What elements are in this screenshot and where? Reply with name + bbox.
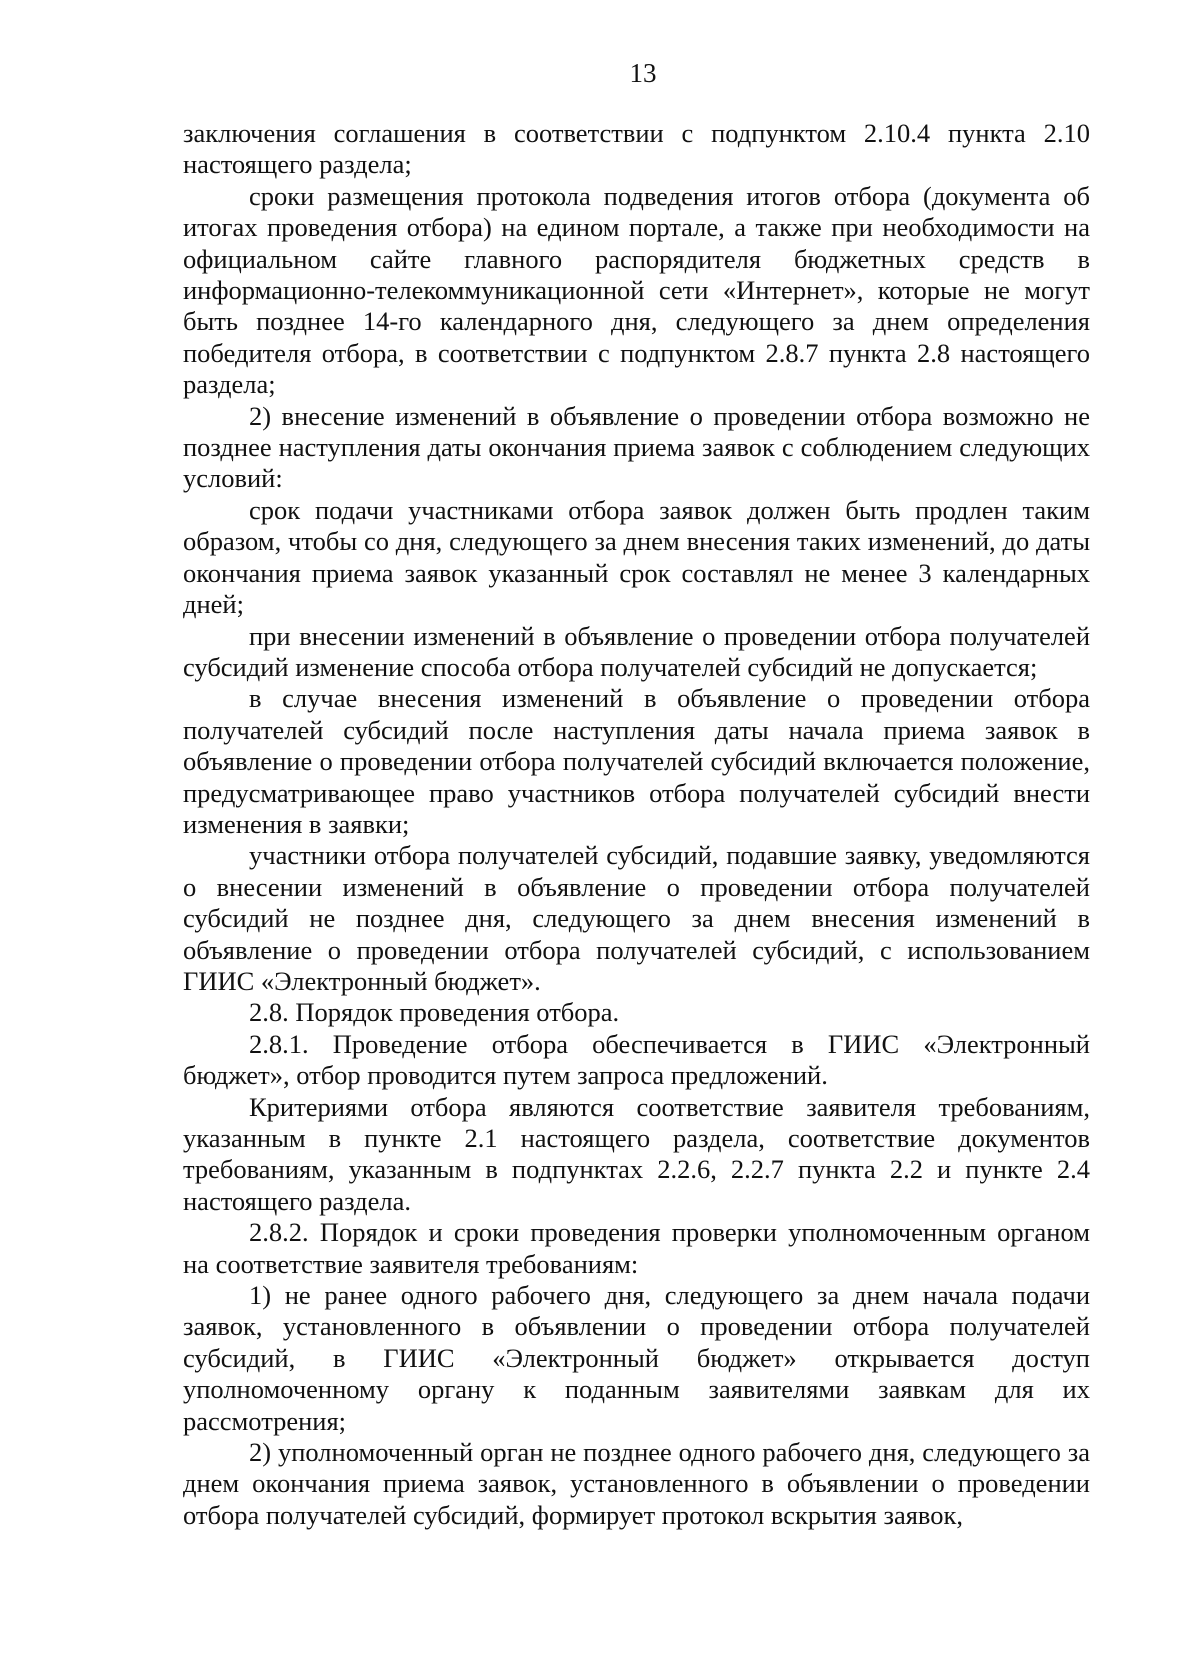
paragraph-method-change: при внесении изменений в объявление о проведении отбора получателей субсидий изменение способа отбора получателей субсидий не допускается; xyxy=(183,620,1090,682)
document-body xyxy=(183,118,1090,1531)
paragraph-opening-protocol: 2) уполномоченный орган не позднее одного рабочего дня, следующего за днем окончания приема заявок, установленного в объявлении о проведении отбора получателей субсидий, формирует протокол вскрытия заявок, xyxy=(183,1437,1090,1530)
paragraph-2-8-1: 2.8.1. Проведение отбора обеспечивается в ГИИС «Электронный бюджет», отбор проводится путем запроса предложений. xyxy=(183,1028,1090,1091)
section-heading-2-8: 2.8. Порядок проведения отбора. xyxy=(249,997,620,1028)
paragraph-2-8-2: 2.8.2. Порядок и сроки проведения проверки уполномоченным органом на соответствие заявителя требованиям: xyxy=(183,1217,1090,1279)
paragraph-continuation: заключения соглашения в соответствии с подпунктом 2.10.4 пункта 2.10 настоящего раздела; xyxy=(183,118,1090,180)
paragraph-access-open: 1) не ранее одного рабочего дня, следующего за днем начала подачи заявок, установленного в объявлении о проведении отбора получателей субсидий, в ГИИС «Электронный бюджет» открывается доступ уполномоченному органу к поданным заявителями заявкам для их рассмотрения; xyxy=(183,1280,1090,1436)
paragraph-submission-extension: срок подачи участниками отбора заявок должен быть продлен таким образом, чтобы со дня, следующего за днем внесения таких изменений, до даты окончания приема заявок указанный срок составлял не менее 3 календарных дней; xyxy=(183,494,1090,620)
paragraph-amendments: 2) внесение изменений в объявление о проведении отбора возможно не позднее наступления даты окончания приема заявок с соблюдением следующих условий: xyxy=(183,400,1090,494)
paragraph-amend-after-start: в случае внесения изменений в объявление о проведении отбора получателей субсидий после наступления даты начала приема заявок в объявление о проведении отбора получателей субсидий включается положение, предусматривающее право участников отбора получателей субсидий внести изменения в заявки; xyxy=(183,683,1090,839)
paragraph-criteria: Критериями отбора являются соответствие заявителя требованиям, указанным в пункте 2.1 настоящего раздела, соответствие документов требованиям, указанным в подпунктах 2.2.6, 2.2.7 пункта 2.2 и пункте 2.4 настоящего раздела. xyxy=(183,1091,1090,1216)
paragraph-participant-notice: участники отбора получателей субсидий, подавшие заявку, уведомляются о внесении изменений в объявление о проведении отбора получателей субсидий не позднее дня, следующего за днем внесения изменений в объявление о проведении отбора получателей субсидий, с использованием ГИИС «Электронный бюджет». xyxy=(183,840,1090,996)
page-number: 13 xyxy=(629,58,657,88)
paragraph-protocol-deadline: сроки размещения протокола подведения итогов отбора (документа об итогах проведения отбора) на едином портале, а также при необходимости на официальном сайте главного распорядителя бюджетных средств в информационно-телекоммуникационной сети «Интернет», которые не могут быть позднее 14-го календарного дня, следующего за днем определения победителя отбора, в соответствии с подпунктом 2.8.7 пункта 2.8 настоящего раздела; xyxy=(183,180,1090,400)
